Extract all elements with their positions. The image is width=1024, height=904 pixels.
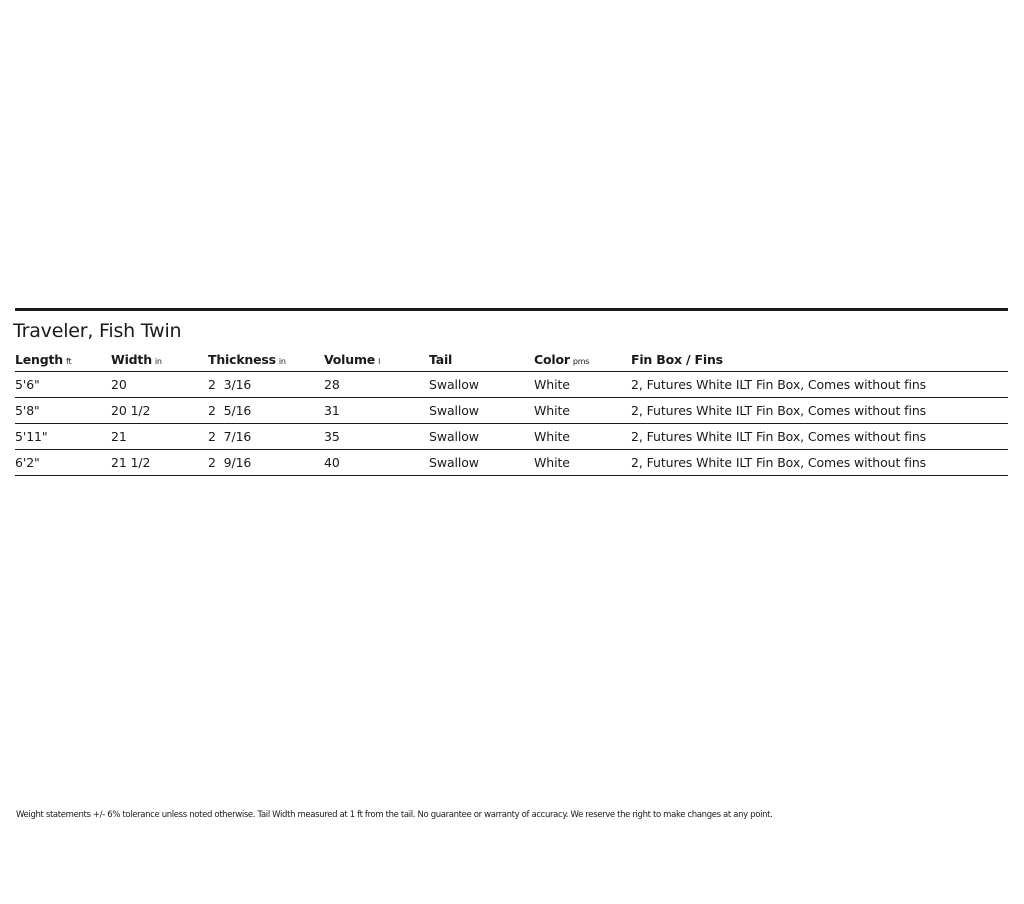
cell-length: 5'11"	[15, 424, 111, 450]
spec-sheet	[15, 308, 1008, 476]
header-length: Length ft	[15, 352, 72, 367]
cell-fin-box: 2, Futures White ILT Fin Box, Comes without fins	[631, 424, 1008, 450]
disclaimer-text: Weight statements +/- 6% tolerance unless noted otherwise. Tail Width measured at 1 ft from the tail. No guarantee or warranty of accuracy. We reserve the right to make changes at any point.	[16, 810, 773, 820]
cell-thickness: 2 5/16	[208, 398, 324, 424]
header-length-unit: ft	[65, 357, 72, 366]
cell-thickness: 2 7/16	[208, 424, 324, 450]
cell-fin-box: 2, Futures White ILT Fin Box, Comes without fins	[631, 450, 1008, 476]
header-color: Color pms	[534, 352, 590, 367]
cell-length: 5'8"	[15, 398, 111, 424]
header-row	[15, 345, 1008, 372]
header-volume-unit: l	[378, 357, 381, 366]
table-row	[15, 424, 1008, 450]
cell-width: 21	[111, 424, 208, 450]
header-width-unit: in	[154, 357, 162, 366]
cell-volume: 28	[324, 372, 429, 398]
cell-color: White	[534, 372, 631, 398]
header-volume: Volume l	[324, 352, 381, 367]
cell-volume: 40	[324, 450, 429, 476]
product-title: Traveler, Fish Twin	[13, 320, 182, 342]
cell-width: 20	[111, 372, 208, 398]
cell-length: 5'6"	[15, 372, 111, 398]
cell-color: White	[534, 424, 631, 450]
cell-volume: 31	[324, 398, 429, 424]
cell-thickness: 2 3/16	[208, 372, 324, 398]
top-divider	[15, 308, 1008, 311]
cell-width: 21 1/2	[111, 450, 208, 476]
cell-tail: Swallow	[429, 450, 534, 476]
header-thickness: Thickness in	[208, 352, 286, 367]
cell-color: White	[534, 450, 631, 476]
table-row	[15, 398, 1008, 424]
cell-tail: Swallow	[429, 398, 534, 424]
cell-thickness: 2 9/16	[208, 450, 324, 476]
header-tail: Tail	[429, 352, 453, 367]
cell-color: White	[534, 398, 631, 424]
header-thickness-unit: in	[278, 357, 286, 366]
header-width: Width in	[111, 352, 162, 367]
cell-fin-box: 2, Futures White ILT Fin Box, Comes without fins	[631, 398, 1008, 424]
cell-tail: Swallow	[429, 372, 534, 398]
spec-table	[15, 345, 1008, 476]
table-row	[15, 450, 1008, 476]
cell-tail: Swallow	[429, 424, 534, 450]
table-row	[15, 372, 1008, 398]
header-fin-box: Fin Box / Fins	[631, 352, 723, 367]
cell-width: 20 1/2	[111, 398, 208, 424]
cell-volume: 35	[324, 424, 429, 450]
header-color-unit: pms	[572, 357, 590, 366]
cell-fin-box: 2, Futures White ILT Fin Box, Comes without fins	[631, 372, 1008, 398]
cell-length: 6'2"	[15, 450, 111, 476]
